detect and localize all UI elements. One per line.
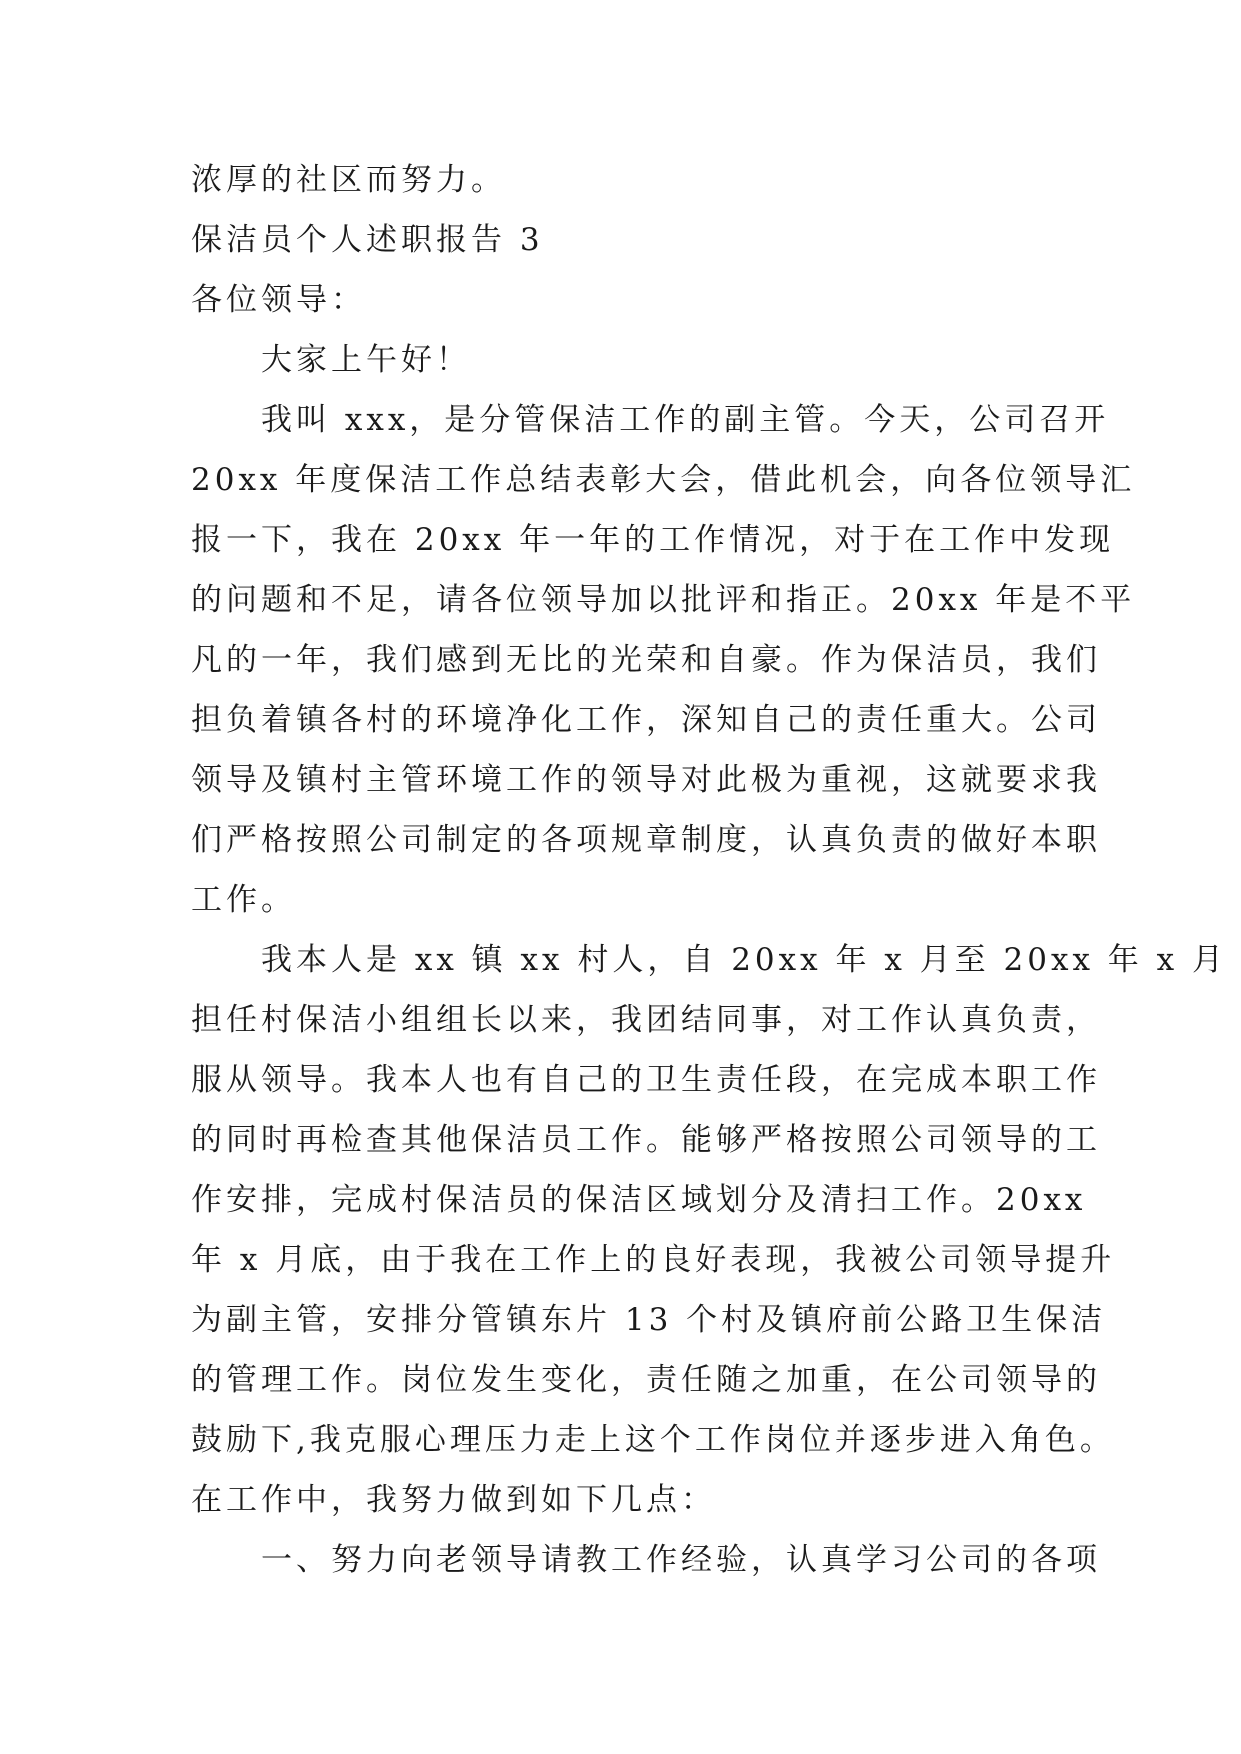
text-line: 年 x 月底，由于我在工作上的良好表现，我被公司领导提升: [191, 1242, 1116, 1278]
report-title: 保洁员个人述职报告 3: [191, 222, 544, 258]
text-line: 凡的一年，我们感到无比的光荣和自豪。作为保洁员，我们: [191, 642, 1101, 678]
text-line: 一、努力向老领导请教工作经验，认真学习公司的各项: [261, 1542, 1101, 1578]
text-line: 的问题和不足，请各位领导加以批评和指正。20xx 年是不平: [191, 582, 1136, 618]
paragraph-point-one: [191, 1530, 1101, 1590]
text-line: 服从领导。我本人也有自己的卫生责任段，在完成本职工作: [191, 1062, 1101, 1098]
text-line: 们严格按照公司制定的各项规章制度，认真负责的做好本职: [191, 822, 1101, 858]
text-line: 担任村保洁小组组长以来，我团结同事，对工作认真负责，: [191, 1002, 1101, 1038]
text-line: 浓厚的社区而努力。: [191, 162, 506, 198]
text-line: 为副主管，安排分管镇东片 13 个村及镇府前公路卫生保洁: [191, 1302, 1107, 1338]
text-line: 工作。: [191, 882, 296, 918]
text-line: 鼓励下,我克服心理压力走上这个工作岗位并逐步进入角色。: [191, 1422, 1115, 1458]
text-line: 20xx 年度保洁工作总结表彰大会，借此机会，向各位领导汇: [191, 462, 1136, 498]
text-line: 领导及镇村主管环境工作的领导对此极为重视，这就要求我: [191, 762, 1101, 798]
paragraph-intro: [191, 390, 1136, 930]
document-body: [191, 150, 1227, 1590]
paragraph-background: [191, 930, 1227, 1530]
text-line: 在工作中，我努力做到如下几点：: [191, 1482, 716, 1518]
text-line: 的同时再检查其他保洁员工作。能够严格按照公司领导的工: [191, 1122, 1101, 1158]
greeting: 大家上午好！: [261, 342, 471, 378]
salutation: 各位领导：: [191, 282, 366, 318]
text-line: 的管理工作。岗位发生变化，责任随之加重，在公司领导的: [191, 1362, 1101, 1398]
text-line: 我叫 xxx，是分管保洁工作的副主管。今天，公司召开: [261, 402, 1110, 438]
text-line: 我本人是 xx 镇 xx 村人，自 20xx 年 x 月至 20xx 年 x 月: [261, 942, 1227, 978]
text-line: 作安排，完成村保洁员的保洁区域划分及清扫工作。20xx: [191, 1182, 1087, 1218]
text-line: 报一下，我在 20xx 年一年的工作情况，对于在工作中发现: [191, 522, 1115, 558]
text-line: 担负着镇各村的环境净化工作，深知自己的责任重大。公司: [191, 702, 1101, 738]
